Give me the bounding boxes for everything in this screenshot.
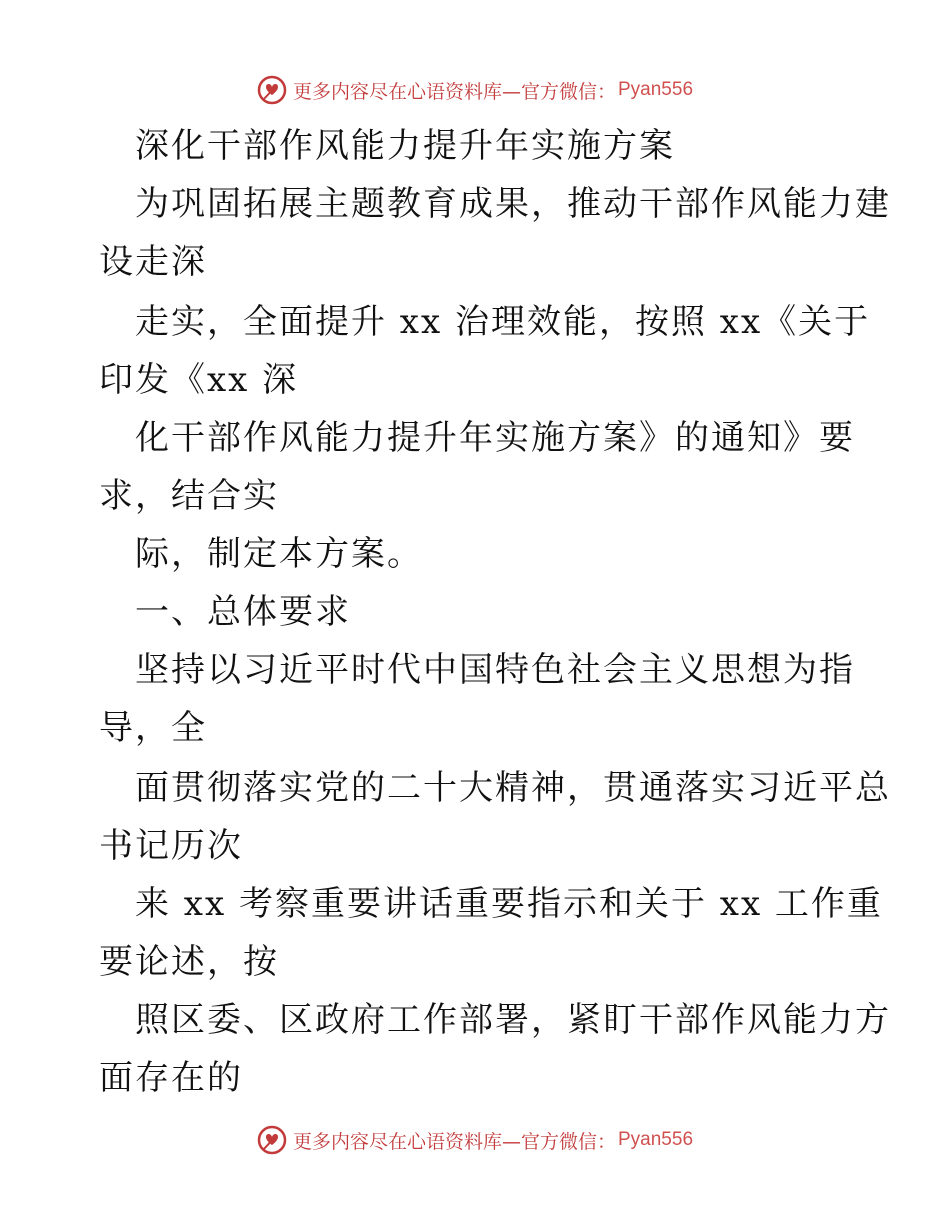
heart-pen-logo-icon xyxy=(257,75,287,105)
paragraph-line: 来 xx 考察重要讲话重要指示和关于 xx 工作重 xyxy=(135,884,883,924)
paragraph-line: 书记历次 xyxy=(99,826,243,866)
paragraph-line: 设走深 xyxy=(99,242,207,282)
banner-handle: Pyan556 xyxy=(618,79,694,100)
banner-handle: Pyan556 xyxy=(618,1129,694,1150)
paragraph-line: 化干部作风能力提升年实施方案》的通知》要 xyxy=(135,418,855,458)
paragraph-line: 面贯彻落实党的二十大精神，贯通落实习近平总 xyxy=(135,768,891,808)
paragraph-line: 求，结合实 xyxy=(99,476,279,516)
section-heading: 一、总体要求 xyxy=(135,592,351,632)
paragraph-line: 坚持以习近平时代中国特色社会主义思想为指 xyxy=(135,650,855,690)
paragraph-line: 导，全 xyxy=(99,708,207,748)
paragraph-line: 为巩固拓展主题教育成果，推动干部作风能力建 xyxy=(135,184,891,224)
paragraph-line: 际，制定本方案。 xyxy=(135,534,423,574)
paragraph-line: 印发《xx 深 xyxy=(99,360,299,400)
header-banner xyxy=(0,70,950,110)
paragraph-line: 面存在的 xyxy=(99,1058,243,1098)
heart-pen-logo-icon xyxy=(257,1125,287,1155)
banner-text: 更多内容尽在心语资料库—官方微信： xyxy=(292,80,616,103)
banner-text: 更多内容尽在心语资料库—官方微信： xyxy=(292,1130,616,1153)
document-title: 深化干部作风能力提升年实施方案 xyxy=(135,126,675,166)
footer-banner xyxy=(0,1120,950,1160)
paragraph-line: 走实，全面提升 xx 治理效能，按照 xx《关于 xyxy=(135,302,871,342)
paragraph-line: 要论述，按 xyxy=(99,942,279,982)
paragraph-line: 照区委、区政府工作部署，紧盯干部作风能力方 xyxy=(135,1000,891,1040)
